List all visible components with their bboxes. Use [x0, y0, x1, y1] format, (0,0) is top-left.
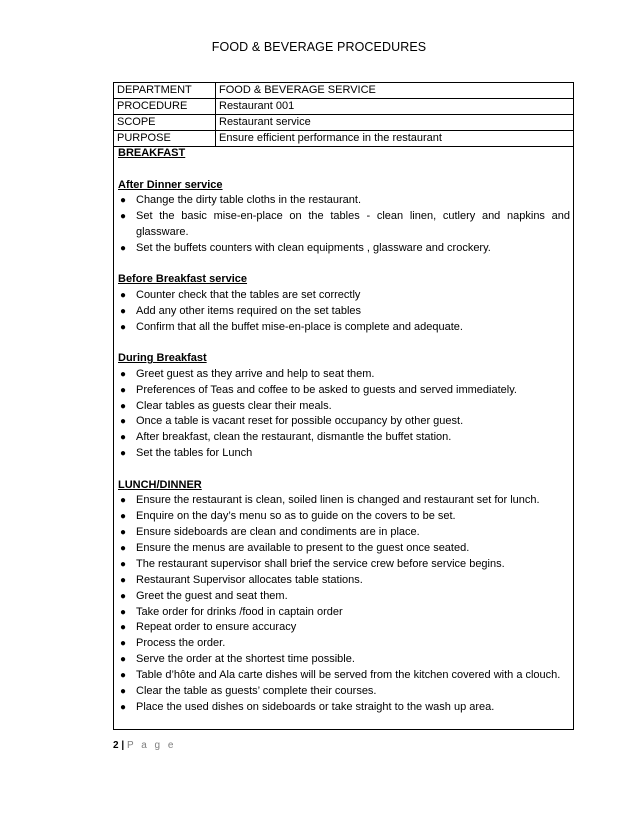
bullet-icon: ●	[120, 211, 127, 223]
document-title: FOOD & BEVERAGE PROCEDURES	[211, 40, 427, 54]
section-title: During Breakfast	[118, 352, 207, 365]
meta-row-scope	[114, 115, 574, 131]
list-item	[118, 700, 570, 716]
list-item	[118, 668, 570, 684]
page-header	[0, 40, 638, 54]
list-item-text: Enquire on the day’s menu so as to guide on the covers to be set.	[136, 510, 456, 523]
list-item	[118, 509, 570, 525]
list-item	[118, 573, 570, 589]
bullet-icon: ●	[120, 527, 127, 539]
list-item-text: Clear tables as guests clear their meals.	[136, 399, 332, 412]
bullet-list	[118, 288, 570, 335]
main-section-title: BREAKFAST	[118, 147, 186, 159]
meta-key: SCOPE	[114, 115, 216, 131]
meta-key: DEPARTMENT	[114, 83, 216, 99]
list-item	[118, 541, 570, 557]
meta-row-department	[114, 83, 574, 99]
bullet-icon: ●	[120, 305, 127, 317]
bullet-icon: ●	[120, 606, 127, 618]
bullet-list	[118, 367, 570, 462]
meta-key: PROCEDURE	[114, 99, 216, 115]
list-item-text: Greet guest as they arrive and help to seat them.	[136, 367, 375, 380]
list-item-text: Add any other items required on the set tables	[136, 304, 362, 317]
procedure-section	[118, 272, 570, 335]
bullet-list	[118, 193, 570, 256]
section-title: LUNCH/DINNER	[118, 478, 202, 491]
meta-key: PURPOSE	[114, 131, 216, 147]
bullet-icon: ●	[120, 289, 127, 301]
bullet-icon: ●	[120, 416, 127, 428]
list-item	[118, 636, 570, 652]
list-item-text: Preferences of Teas and coffee to be asked to guests and served immediately.	[136, 383, 517, 396]
bullet-icon: ●	[120, 701, 127, 713]
list-item	[118, 288, 570, 304]
list-item	[118, 367, 570, 383]
list-item-text: Take order for drinks /food in captain order	[136, 605, 343, 618]
list-item-text: Once a table is vacant reset for possible occupancy by other guest.	[136, 415, 464, 428]
bullet-icon: ●	[120, 543, 127, 555]
procedure-section	[118, 351, 570, 462]
bullet-list	[118, 493, 570, 715]
section-title: After Dinner service	[118, 178, 223, 191]
list-item	[118, 320, 570, 336]
list-item	[118, 241, 570, 257]
page-footer	[113, 740, 176, 751]
procedure-section	[118, 478, 570, 716]
list-item	[118, 525, 570, 541]
section-title: Before Breakfast service	[118, 273, 248, 286]
bullet-icon: ●	[120, 400, 127, 412]
meta-value: Restaurant service	[216, 115, 574, 131]
list-item-text: Ensure the menus are available to present to the guest once seated.	[136, 542, 470, 555]
list-item-text: Clear the table as guests’ complete their courses.	[136, 685, 377, 698]
list-item-text: Serve the order at the shortest time possible.	[136, 653, 355, 666]
list-item	[118, 399, 570, 415]
bullet-icon: ●	[120, 638, 127, 650]
bullet-icon: ●	[120, 384, 127, 396]
list-item	[118, 193, 570, 209]
procedure-section	[118, 178, 570, 257]
list-item	[118, 557, 570, 573]
page-number: 2	[113, 740, 119, 751]
list-item-text: Counter check that the tables are set correctly	[136, 288, 361, 301]
bullet-icon: ●	[120, 574, 127, 586]
bullet-icon: ●	[120, 195, 127, 207]
list-item	[118, 414, 570, 430]
meta-row-procedure	[114, 99, 574, 115]
bullet-icon: ●	[120, 654, 127, 666]
procedure-meta-table	[113, 82, 574, 147]
list-item	[118, 209, 570, 240]
list-item	[118, 684, 570, 700]
meta-value: Restaurant 001	[216, 99, 574, 115]
list-item	[118, 383, 570, 399]
list-item	[118, 493, 570, 509]
bullet-icon: ●	[120, 321, 127, 333]
list-item	[118, 620, 570, 636]
list-item-text: Process the order.	[136, 637, 226, 650]
meta-value: Ensure efficient performance in the restaurant	[216, 131, 574, 147]
list-item-text: Ensure the restaurant is clean, soiled linen is changed and restaurant set for lunch.	[136, 494, 540, 507]
bullet-icon: ●	[120, 590, 127, 602]
bullet-icon: ●	[120, 511, 127, 523]
procedure-body	[113, 145, 574, 730]
list-item-text: Set the basic mise-en-place on the tables - clean linen, cutlery and napkins and glassware.	[136, 210, 570, 238]
list-item	[118, 605, 570, 621]
list-item	[118, 430, 570, 446]
list-item	[118, 652, 570, 668]
page-word: P a g e	[126, 740, 176, 751]
list-item-text: Set the tables for Lunch	[136, 447, 253, 460]
bullet-icon: ●	[120, 670, 127, 682]
list-item-text: Table d’hôte and Ala carte dishes will be served from the kitchen covered with a clouch.	[136, 669, 561, 682]
list-item-text: Restaurant Supervisor allocates table stations.	[136, 573, 363, 586]
bullet-icon: ●	[120, 368, 127, 380]
list-item-text: Change the dirty table cloths in the restaurant.	[136, 194, 362, 207]
list-item-text: Set the buffets counters with clean equipments , glassware and crockery.	[136, 241, 491, 254]
list-item-text: Greet the guest and seat them.	[136, 589, 288, 602]
list-item-text: Place the used dishes on sideboards or take straight to the wash up area.	[136, 700, 495, 713]
bullet-icon: ●	[120, 242, 127, 254]
bullet-icon: ●	[120, 622, 127, 634]
bullet-icon: ●	[120, 495, 127, 507]
list-item-text: Confirm that all the buffet mise-en-place is complete and adequate.	[136, 320, 463, 333]
list-item-text: After breakfast, clean the restaurant, dismantle the buffet station.	[136, 431, 452, 444]
bullet-icon: ●	[120, 432, 127, 444]
list-item-text: Repeat order to ensure accuracy	[136, 621, 297, 634]
bullet-icon: ●	[120, 448, 127, 460]
list-item-text: The restaurant supervisor shall brief the service crew before service begins.	[136, 557, 505, 570]
list-item	[118, 446, 570, 462]
meta-value: FOOD & BEVERAGE SERVICE	[216, 83, 574, 99]
list-item	[118, 304, 570, 320]
sections-container	[118, 178, 570, 716]
list-item-text: Ensure sideboards are clean and condiments are in place.	[136, 526, 420, 539]
bullet-icon: ●	[120, 558, 127, 570]
list-item	[118, 589, 570, 605]
bullet-icon: ●	[120, 686, 127, 698]
footer-separator: |	[121, 740, 125, 751]
